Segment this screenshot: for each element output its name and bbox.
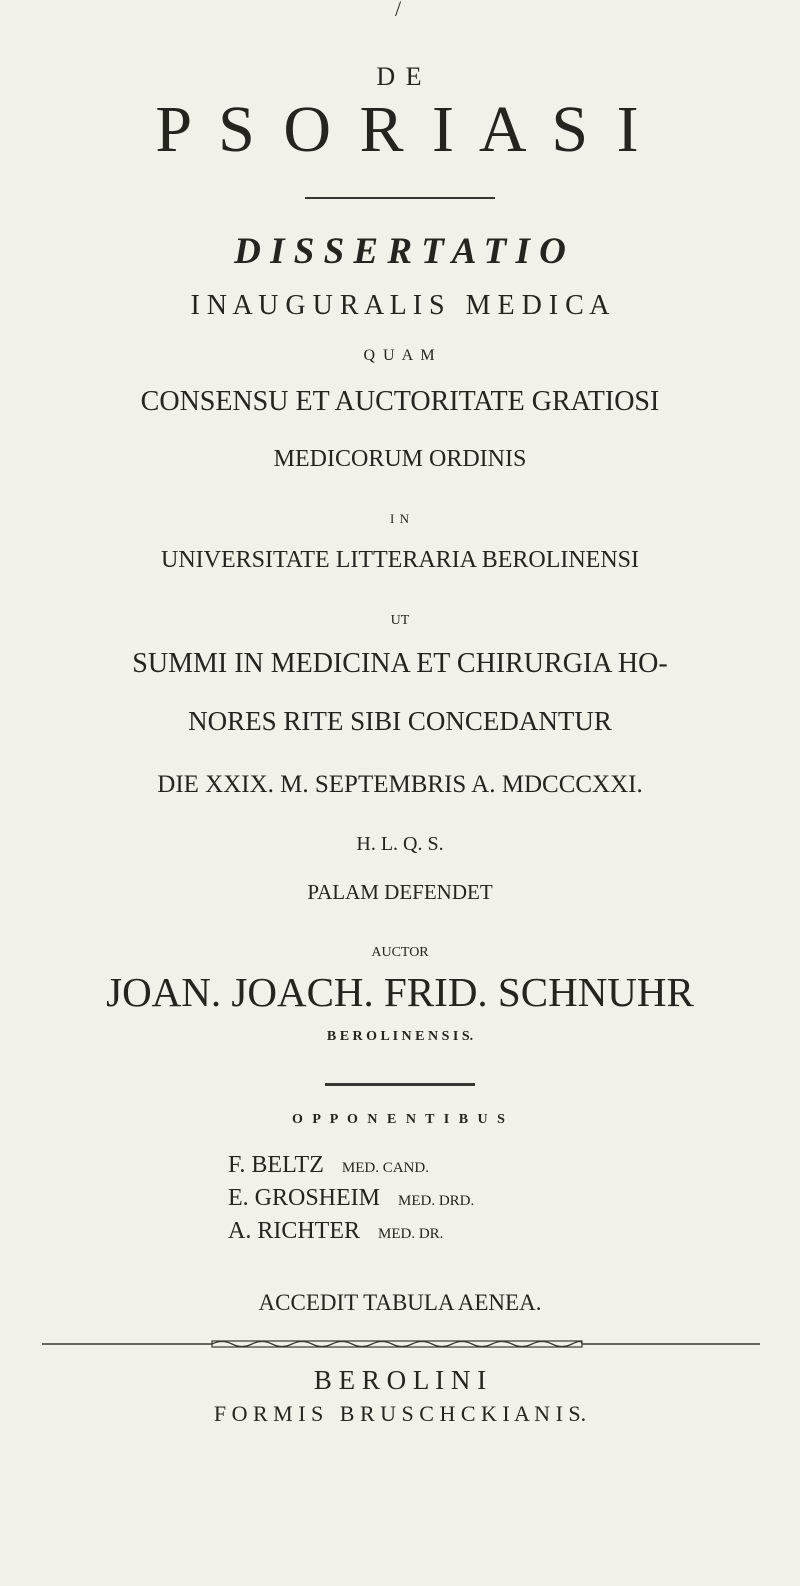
opponent-name: E. GROSHEIM bbox=[228, 1185, 381, 1211]
header-mark: / bbox=[395, 0, 402, 21]
dissertatio-heading: D I S S E R T A T I O bbox=[234, 231, 566, 272]
ut-text: UT bbox=[390, 613, 410, 628]
palam-line: PALAM DEFENDET bbox=[307, 880, 493, 904]
title-psoriasi: P S O R I A S I bbox=[155, 93, 645, 166]
printer-imprint: F O R M I S B R U S C H C K I A N I S. bbox=[213, 1401, 587, 1426]
inauguralis-medica: I N A U G U R A L I S M E D I C A bbox=[190, 290, 610, 321]
universitate-line: UNIVERSITATE LITTERARIA BEROLINENSI bbox=[160, 547, 640, 573]
author-name: JOAN. JOACH. FRID. SCHNUHR bbox=[106, 969, 694, 1015]
opponent-row bbox=[228, 1218, 668, 1251]
auctor-text: AUCTOR bbox=[371, 945, 429, 960]
quam-text: Q U A M bbox=[363, 347, 437, 364]
berolini-imprint: B E R O L I N I bbox=[313, 1365, 487, 1395]
ornament-bar bbox=[42, 1339, 760, 1349]
medicorum-line: MEDICORUM ORDINIS bbox=[273, 446, 527, 472]
opponent-title: MED. DR. bbox=[378, 1226, 444, 1242]
opponents-list bbox=[228, 1152, 668, 1251]
in-text: I N bbox=[390, 511, 410, 526]
summi-line: SUMMI IN MEDICINA ET CHIRURGIA HO- bbox=[132, 648, 668, 679]
consensu-line: CONSENSU ET AUCTORITATE GRATIOSI bbox=[140, 386, 660, 417]
opponent-title: MED. CAND. bbox=[341, 1160, 429, 1176]
de-heading: D E bbox=[376, 62, 424, 91]
hlqs-line: H. L. Q. S. bbox=[356, 833, 444, 855]
opponent-name: A. RICHTER bbox=[228, 1218, 360, 1244]
opponent-name: F. BELTZ bbox=[228, 1152, 324, 1178]
berolinensis-text: B E R O L I N E N S I S. bbox=[326, 1029, 474, 1044]
opponentibus-text: O P P O N E N T I B U S bbox=[292, 1112, 508, 1127]
accedit-line: ACCEDIT TABULA AENEA. bbox=[258, 1290, 542, 1315]
nores-line: NORES RITE SIBI CONCEDANTUR bbox=[188, 706, 612, 736]
opponent-row bbox=[228, 1152, 668, 1185]
title-rule bbox=[305, 197, 495, 199]
date-line: DIE XXIX. M. SEPTEMBRIS A. MDCCCXXI. bbox=[157, 771, 643, 798]
opponent-row bbox=[228, 1185, 668, 1218]
opponent-title: MED. DRD. bbox=[398, 1193, 475, 1209]
ornament-rule-short bbox=[325, 1083, 475, 1086]
